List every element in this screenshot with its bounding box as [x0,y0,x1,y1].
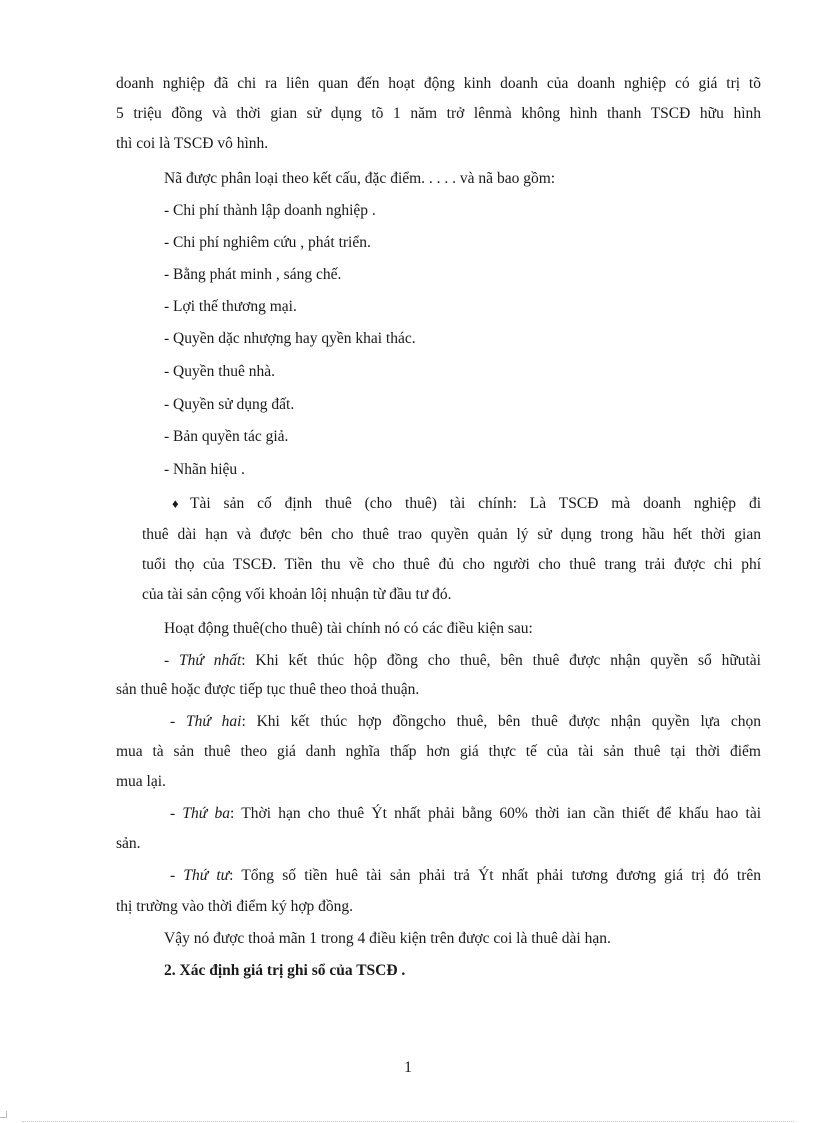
paragraph-line: tuổi thọ của TSCĐ. Tiền thu về cho thuê đủ cho người cho thuê trang trải được chi phí [142,556,761,573]
paragraph-line: Tài sản cố định thuê (cho thuê) tài chính: Là TSCĐ mà doanh nghiệp đi [190,495,761,512]
condition-line [164,651,761,671]
condition-prefix: - [164,652,180,669]
diamond-bullet-icon: ♦ [172,496,179,511]
condition-line [170,804,761,824]
page-number: 1 [404,1059,412,1076]
condition-line: thị trường vào thời điểm ký hợp đồng. [116,898,354,915]
page-footer-divider [22,1121,794,1122]
list-item: - Lợi thế thương mại. [164,298,297,315]
classification-intro: Nã được phân loại theo kết cấu, đặc điểm. . . . . và nã bao gồm: [164,170,556,187]
condition-line: sản thuê hoặc được tiếp tục thuê theo thoả thuận. [116,681,420,698]
condition-text: : Khi kết thúc hợp đồngcho thuê, bên thuê được nhận quyền lựa chọn [241,713,762,730]
condition-line: mua lại. [116,773,166,790]
crop-mark [0,1111,7,1118]
list-item: - Quyền dặc nhượng hay qyền khai thác. [164,330,416,347]
paragraph-line: thuê dài hạn và được bên cho thuê trao quyền quản lý sử dụng trong hầu hết thời gian [142,526,761,543]
condition-text: : Tổng số tiền huê tài sản phải trả Ýt nhất phải tương đương giá trị đó trên [229,867,761,884]
condition-text: : Thời hạn cho thuê Ýt nhất phải bằng 60% thời ian cần thiết để khấu hao tài [230,805,761,822]
paragraph-line: doanh nghiệp đã chi ra liên quan đến hoạt động kinh doanh của doanh nghiệp có giá trị tõ [116,75,761,92]
conditions-intro: Hoạt động thuê(cho thuê) tài chính nó có các điều kiện sau: [164,620,533,637]
condition-line: mua tà sản thuê theo giá danh nghĩa thấp hơn giá thực tế của tài sản thuê tại thời điểm [116,743,761,760]
list-item: - Quyền thuê nhà. [164,363,276,380]
condition-line: sản. [116,835,141,852]
conclusion: Vậy nó được thoả mãn 1 trong 4 điều kiện trên được coi là thuê dài hạn. [164,930,611,947]
paragraph-line: 5 triệu đồng và thời gian sử dụng tõ 1 năm trở lênmà không hình thanh TSCĐ hữu hình [116,105,761,122]
condition-prefix: - [170,805,183,822]
condition-line [170,712,761,732]
condition-text: : Khi kết thúc hộp đồng cho thuê, bên thuê được nhận quyền sổ hữutài [241,652,761,669]
condition-line [170,866,761,886]
paragraph-line: của tài sản cộng vối khoản lôị nhuận từ đầu tư đó. [142,586,452,603]
list-item: - Bản quyền tác giả. [164,428,289,445]
section-heading: 2. Xác định giá trị ghi sổ của TSCĐ . [164,962,406,979]
list-item: - Chi phí nghiêm cứu , phát triển. [164,234,371,251]
list-item: - Nhãn hiệu . [164,461,245,478]
condition-prefix: - [170,713,186,730]
condition-prefix: - [170,867,184,884]
condition-label: Thứ tư [183,867,230,884]
list-item: - Bằng phát minh , sáng chế. [164,266,342,283]
condition-label: Thứ ba [182,805,230,822]
condition-label: Thứ hai [186,713,242,730]
condition-label: Thứ nhất [179,652,242,669]
list-item: - Chi phí thành lập doanh nghiệp . [164,202,376,219]
list-item: - Quyền sử dụng đất. [164,396,295,413]
paragraph-line: thì coi là TSCĐ vô hình. [116,135,269,152]
